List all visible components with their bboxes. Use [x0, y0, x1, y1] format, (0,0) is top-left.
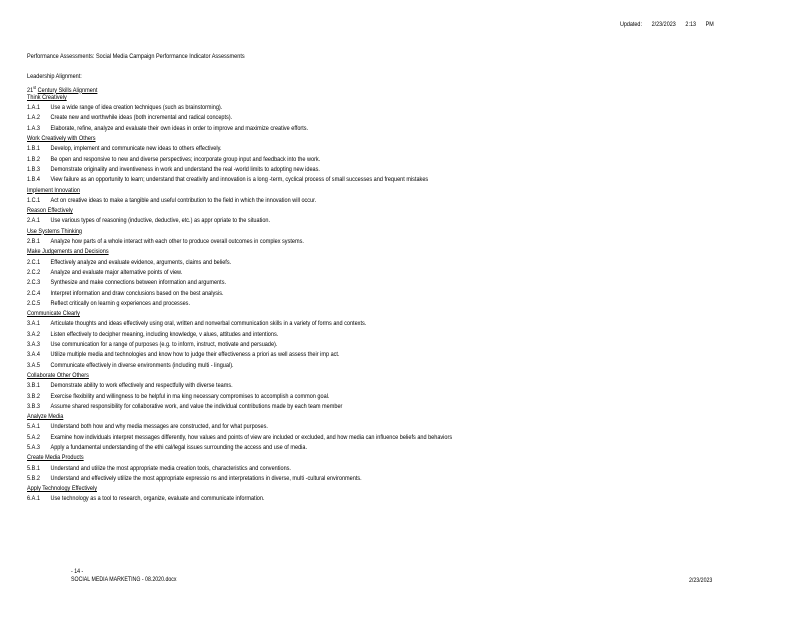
skill-text: Exercise flexibility and willingness to be helpful in ma king necessary compromises to accomplish a common goal.: [50, 392, 330, 400]
skill-text: Demonstrate originality and inventiveness in work and understand the real -world limits to adopting new ideas.: [50, 165, 320, 173]
file-name: SOCIAL MEDIA MARKETING - 08.2020.docx: [71, 576, 177, 583]
skill-item: [27, 113, 649, 123]
skill-text: Act on creative ideas to make a tangible and useful contribution to the field in which the innovation will occur.: [50, 196, 317, 204]
skill-item: [27, 392, 649, 402]
footer-date: 2/23/2023: [689, 577, 713, 584]
skill-number: 1.A.2: [27, 114, 40, 122]
skill-item: [27, 330, 649, 340]
skill-number: 3.B.3: [27, 402, 40, 410]
skill-number: 2.C.3: [27, 279, 41, 287]
skill-item: [27, 422, 649, 432]
skill-text: Use technology as a tool to research, organize, evaluate and communicate information.: [50, 495, 265, 503]
skill-text: Analyze and evaluate major alternative points of view.: [50, 268, 183, 276]
skill-item: [27, 350, 649, 360]
document-title: Performance Assessments: Social Media Campaign Performance Indicator Assessments: [27, 53, 245, 60]
section-heading: Collaborate Other Others: [27, 371, 89, 379]
section-heading: Use Systems Thinking: [27, 227, 83, 235]
section-heading: Apply Technology Effectively: [27, 485, 97, 493]
skill-text: Effectively analyze and evaluate evidence, arguments, claims and beliefs.: [50, 258, 232, 266]
section-heading: Create Media Products: [27, 454, 84, 462]
skill-number: 6.A.1: [27, 495, 40, 503]
updated-label: Updated:: [620, 21, 642, 28]
skill-number: 5.B.2: [27, 474, 40, 482]
section-heading: Work Creatively with Others: [27, 135, 96, 143]
section-heading: Analyze Media: [27, 413, 64, 421]
skill-text: Assume shared responsibility for collaborative work, and value the individual contributions made by each team member: [50, 402, 343, 410]
skill-number: 1.A.1: [27, 104, 40, 112]
skill-item: [27, 237, 649, 247]
skill-item: [27, 103, 649, 113]
skill-number: 3.B.1: [27, 382, 40, 390]
skill-number: 1.A.3: [27, 124, 40, 132]
skill-item: [27, 464, 649, 474]
skill-item: [27, 381, 649, 391]
skill-item: [27, 474, 649, 484]
century-number: 21: [27, 86, 34, 94]
updated-date: 2/23/2023: [651, 21, 676, 28]
skill-item: [27, 165, 649, 175]
skill-text: Reflect critically on learnin g experiences and processes.: [50, 299, 190, 307]
page-number: - 14 -: [71, 568, 84, 575]
skill-item: [27, 155, 649, 165]
skill-text: Use communication for a range of purposes (e.g. to inform, instruct, motivate and persuade).: [50, 341, 278, 349]
skill-text: Use various types of reasoning (inductive, deductive, etc.) as appr opriate to the situation.: [50, 217, 271, 225]
skill-text: Develop, implement and communicate new ideas to others effectively.: [50, 145, 222, 153]
skill-text: Listen effectively to decipher meaning, including knowledge, v alues, attitudes and intentions.: [50, 330, 279, 338]
skill-number: 3.A.5: [27, 361, 40, 369]
skill-item: [27, 319, 649, 329]
century-skills-label: Century Skills Alignment: [37, 86, 98, 94]
skill-number: 5.B.1: [27, 464, 40, 472]
skill-item: [27, 289, 649, 299]
section-heading: Reason Effectively: [27, 207, 73, 215]
skill-number: 5.A.1: [27, 423, 40, 431]
skill-number: 1.B.2: [27, 155, 40, 163]
section-heading: Implement Innovation: [27, 186, 80, 194]
updated-time: 2:13: [685, 21, 696, 28]
skill-number: 3.B.2: [27, 392, 40, 400]
skill-text: Elaborate, refine, analyze and evaluate their own ideas in order to improve and maximize creative efforts.: [50, 124, 309, 132]
section-heading: Make Judgements and Decisions: [27, 248, 109, 256]
leadership-alignment: Leadership Alignment:: [27, 73, 82, 81]
skill-text: Create new and worthwhile ideas (both incremental and radical concepts).: [50, 114, 233, 122]
skill-number: 3.A.3: [27, 341, 40, 349]
skill-item: [27, 196, 649, 206]
updated-stamp: [620, 21, 722, 28]
skill-number: 1.B.4: [27, 176, 40, 184]
skill-text: Understand both how and why media messages are constructed, and for what purposes.: [50, 423, 268, 431]
updated-ampm: PM: [705, 21, 714, 28]
skill-item: [27, 258, 649, 268]
skill-text: Demonstrate ability to work effectively and respectfully with diverse teams.: [50, 382, 233, 390]
skill-item: [27, 216, 649, 226]
skill-number: 2.C.4: [27, 289, 41, 297]
skill-number: 5.A.2: [27, 433, 40, 441]
skill-number: 2.A.1: [27, 217, 40, 225]
skill-item: [27, 361, 649, 371]
skill-item: [27, 433, 766, 443]
skill-text: View failure as an opportunity to learn; understand that creativity and innovation is a long -term, cyclical process of small successes and frequent mistakes: [50, 176, 429, 184]
skill-text: Apply a fundamental understanding of the ethi cal/legal issues surrounding the access and use of media.: [50, 443, 308, 451]
skill-text: Analyze how parts of a whole interact with each other to produce overall outcomes in complex systems.: [50, 238, 304, 246]
skill-number: 2.C.2: [27, 268, 41, 276]
skill-text: Be open and responsive to new and diverse perspectives; incorporate group input and feedback into the work.: [50, 155, 321, 163]
skill-item: [27, 494, 649, 504]
skill-text: Use a wide range of idea creation techniques (such as brainstorming).: [50, 104, 223, 112]
skill-item: [27, 299, 649, 309]
skill-number: 1.B.3: [27, 165, 40, 173]
skill-number: 2.B.1: [27, 238, 40, 246]
skill-item: [27, 402, 649, 412]
skill-item: [27, 268, 649, 278]
skill-number: 2.C.5: [27, 299, 41, 307]
section-heading: Think Creatively: [27, 93, 67, 101]
skill-text: Articulate thoughts and ideas effectively using oral, written and nonverbal communication skills in a variety of forms and contexts.: [50, 320, 367, 328]
century-suffix: st: [33, 84, 37, 90]
skill-number: 3.A.2: [27, 330, 40, 338]
century-skills-alignment: [27, 83, 649, 93]
skill-item: [27, 124, 649, 134]
skill-text: Interpret information and draw conclusions based on the best analysis.: [50, 289, 224, 297]
skill-item: [27, 340, 649, 350]
document-body: [27, 52, 767, 505]
skill-number: 1.C.1: [27, 196, 41, 204]
skill-text: Communicate effectively in diverse environments (including multi - lingual).: [50, 361, 234, 369]
skill-number: 5.A.3: [27, 443, 40, 451]
skill-item: [27, 443, 649, 453]
skill-text: Utilize multiple media and technologies and know how to judge their effectiveness a priori as well assess their imp act.: [50, 351, 340, 359]
skills-sections: [27, 93, 767, 505]
skill-number: 3.A.4: [27, 351, 40, 359]
skill-number: 2.C.1: [27, 258, 41, 266]
section-heading: Communicate Clearly: [27, 310, 80, 318]
skill-number: 3.A.1: [27, 320, 40, 328]
skill-text: Synthesize and make connections between information and arguments.: [50, 279, 227, 287]
footer: [71, 568, 177, 584]
skill-text: Understand and effectively utilize the most appropriate expressio ns and interpretations in diverse, multi -cultural environments.: [50, 474, 362, 482]
skill-item: [27, 278, 649, 288]
skill-item: [27, 175, 649, 185]
skill-item: [27, 144, 649, 154]
skill-number: 1.B.1: [27, 145, 40, 153]
skill-text: Understand and utilize the most appropriate media creation tools, characteristics and conventions.: [50, 464, 291, 472]
skill-text: Examine how individuals interpret messages differently, how values and points of view are included or excluded, and how media can influence beliefs and behaviors: [50, 433, 453, 441]
